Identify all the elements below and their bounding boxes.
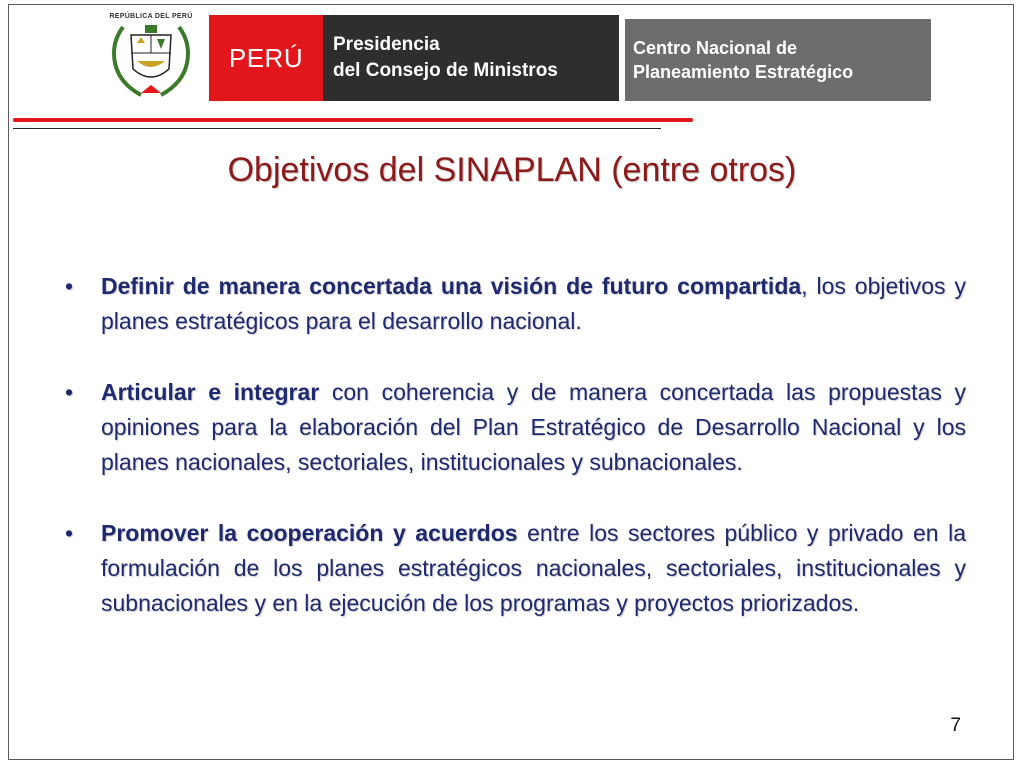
slide — [8, 4, 1014, 760]
pcm-line2: del Consejo de Ministros — [333, 60, 558, 81]
bullet-item — [61, 375, 966, 480]
bullet-bold-text: Articular e integrar — [101, 379, 320, 405]
pcm-line1: Presidencia — [333, 34, 440, 55]
ceplan-logo-box — [625, 19, 931, 101]
bullet-text: , los objetivos y planes estratégicos para el desarrollo nacional. — [101, 273, 966, 334]
page-number: 7 — [950, 715, 961, 736]
bullet-text: entre los sectores público y privado en la formulación de los planes estratégicos nacionales, sectoriales, institucionales y subnacionales y en la ejecución de los programas y proyectos priorizados. — [101, 520, 966, 616]
bullet-item — [61, 516, 966, 621]
header-divider-red — [13, 118, 693, 122]
slide-title: Objetivos del SINAPLAN (entre otros) — [227, 151, 797, 189]
header-divider-black — [13, 128, 661, 129]
bullet-marker: • — [65, 520, 74, 546]
seal-caption: REPÚBLICA DEL PERÚ — [109, 13, 193, 20]
bullet-bold-text: Promover la cooperación y acuerdos — [101, 520, 518, 546]
bullet-list — [61, 269, 966, 657]
header-banner — [101, 13, 931, 101]
pcm-logo-box — [323, 15, 619, 101]
bullet-text: con coherencia y de manera concertada las propuestas y opiniones para la elaboración del Plan Estratégico de Desarrollo Nacional y los planes nacionales, sectoriales, institucionales y subnacionales. — [101, 379, 966, 475]
coat-of-arms-graphic — [101, 13, 201, 101]
peru-label: PERÚ — [228, 42, 304, 73]
bullet-bold-text: Definir de manera concertada una visión de futuro compartida — [101, 273, 802, 299]
peru-logo-box — [209, 15, 323, 101]
peru-coat-of-arms-icon — [101, 13, 201, 101]
bullet-marker: • — [65, 379, 74, 405]
ceplan-line1: Centro Nacional de — [633, 38, 798, 58]
bullet-item — [61, 269, 966, 339]
bullet-marker: • — [65, 273, 74, 299]
ceplan-line2: Planeamiento Estratégico — [633, 62, 854, 82]
